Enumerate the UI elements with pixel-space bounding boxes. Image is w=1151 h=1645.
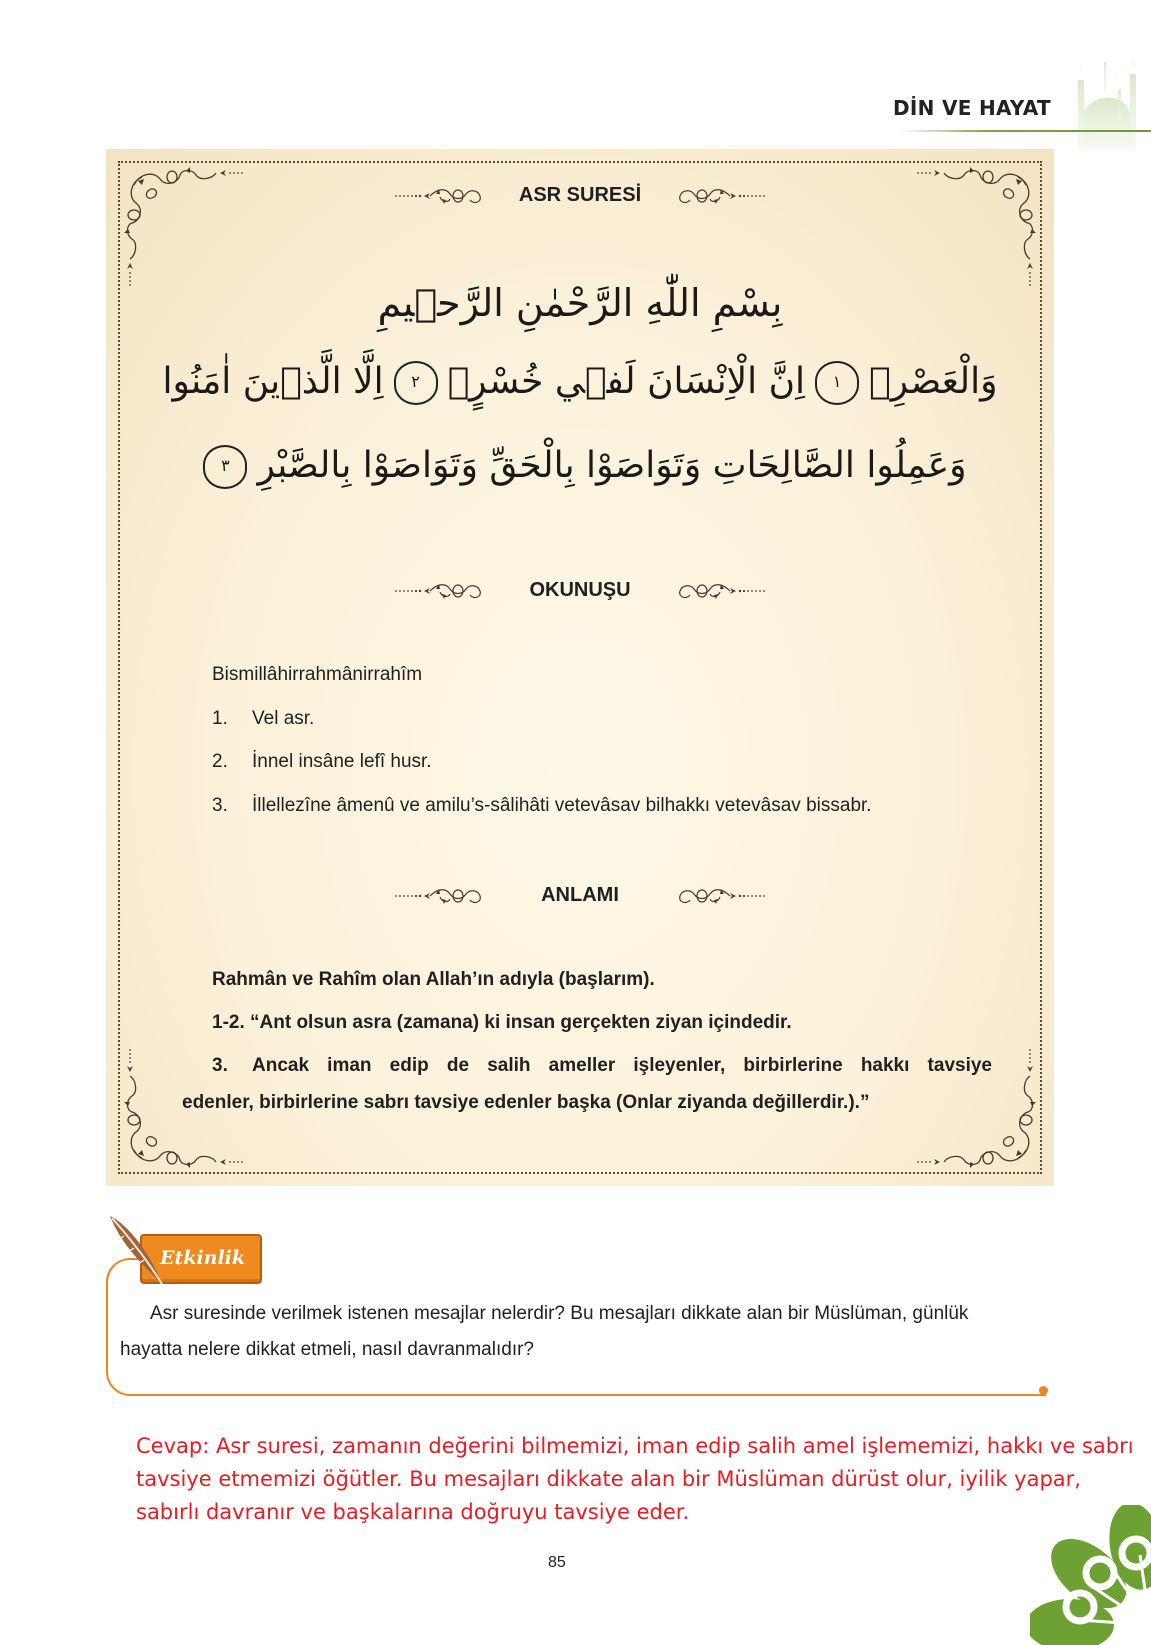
- activity-badge-label: Etkinlik: [160, 1247, 246, 1269]
- meaning-verse-3-line-1: 3. Ancak iman edip de salih ameller işleyenler, birbirlerine hakkı tavsiye: [212, 1055, 992, 1076]
- answer-line-2: tavsiye etmemizi öğütler. Bu mesajları dikkate alan bir Müslüman dürüst olur, iyilik yapar,: [136, 1467, 1081, 1491]
- activity-question: Asr suresinde verilmek istenen mesajlar nelerdir? Bu mesajları dikkate alan bir Müslüman, günlük hayatta nelere dikkat etmeli, nasıl davranmalıdır?: [120, 1303, 969, 1360]
- surah-card: [106, 149, 1054, 1186]
- header-divider: [900, 130, 1151, 132]
- page-number: 85: [548, 1554, 566, 1571]
- arabic-line-2: [146, 445, 1014, 489]
- reading-title: OKUNUŞU: [529, 579, 631, 601]
- arabic-line-1: [146, 361, 1014, 405]
- arabic-basmala: بِسْمِ اللّٰهِ الرَّحْمٰنِ الرَّح۪يمِ: [377, 281, 783, 325]
- meaning-verse-1-2: 1-2. “Ant olsun asra (zamana) ki insan gerçekten ziyan içindedir.: [212, 1012, 792, 1033]
- answer-line-3: sabırlı davranır ve başkalarına doğruyu tavsiye eder.: [136, 1500, 690, 1524]
- surah-title: ASR SURESİ: [518, 184, 642, 206]
- chapter-title: DİN VE HAYAT: [893, 96, 1051, 120]
- arabic-ayah-3-start: اِلَّا الَّذ۪ينَ اٰمَنُوا: [162, 361, 384, 402]
- flourish-right-icon: [671, 885, 766, 907]
- meaning-title-row: [106, 884, 1054, 907]
- arabic-ayah-3-end: وَعَمِلُوا الصَّالِحَاتِ وَتَوَاصَوْا بِالْحَقِّ وَتَوَاصَوْا بِالصَّبْرِ: [257, 445, 967, 486]
- reading-title-row: [106, 579, 1054, 602]
- answer-line-1: Cevap: Asr suresi, zamanın değerini bilmemizi, iman edip salih amel işlememizi, hakkı ve sabrı: [136, 1434, 1134, 1458]
- ayah-number-1-icon: ١: [815, 361, 859, 405]
- ayah-number-2-icon: ٢: [394, 361, 438, 405]
- mosque-silhouette-icon: [1068, 60, 1151, 150]
- activity-line-end-dot: [1039, 1386, 1048, 1395]
- ornament-corner-icon: [120, 163, 250, 293]
- flourish-left-icon: [394, 885, 489, 907]
- reading-item: 3. İllellezîne âmenû ve amilu’s-sâlihâti vetevâsav bilhakkı vetevâsav bissabr.: [212, 795, 872, 816]
- reading-item: 2. İnnel insâne lefî husr.: [212, 751, 432, 772]
- quill-feather-icon: [104, 1212, 174, 1292]
- ornament-corner-icon: [910, 163, 1040, 293]
- meaning-title: ANLAMI: [541, 884, 619, 906]
- handwritten-answer: [136, 1430, 1151, 1529]
- decorative-flower-icon: [1030, 1505, 1151, 1645]
- reading-item: 1. Vel asr.: [212, 708, 315, 729]
- ayah-number-3-icon: ٣: [203, 445, 247, 489]
- flourish-left-icon: [394, 185, 489, 207]
- flourish-left-icon: [394, 580, 489, 602]
- meaning-verse-3-line-2: edenler, birbirlerine sabrı tavsiye edenler başka (Onlar ziyanda değillerdir.).”: [182, 1092, 870, 1113]
- surah-title-row: [106, 184, 1054, 207]
- meaning-intro: Rahmân ve Rahîm olan Allah’ın adıyla (başlarım).: [212, 969, 655, 990]
- flourish-right-icon: [671, 185, 766, 207]
- flourish-right-icon: [671, 580, 766, 602]
- reading-intro: Bismillâhirrahmânirrahîm: [212, 664, 423, 685]
- arabic-ayah-1: وَالْعَصْرِۙ: [869, 361, 998, 402]
- arabic-ayah-2: اِنَّ الْاِنْسَانَ لَف۪ي خُسْرٍۙ: [447, 361, 806, 402]
